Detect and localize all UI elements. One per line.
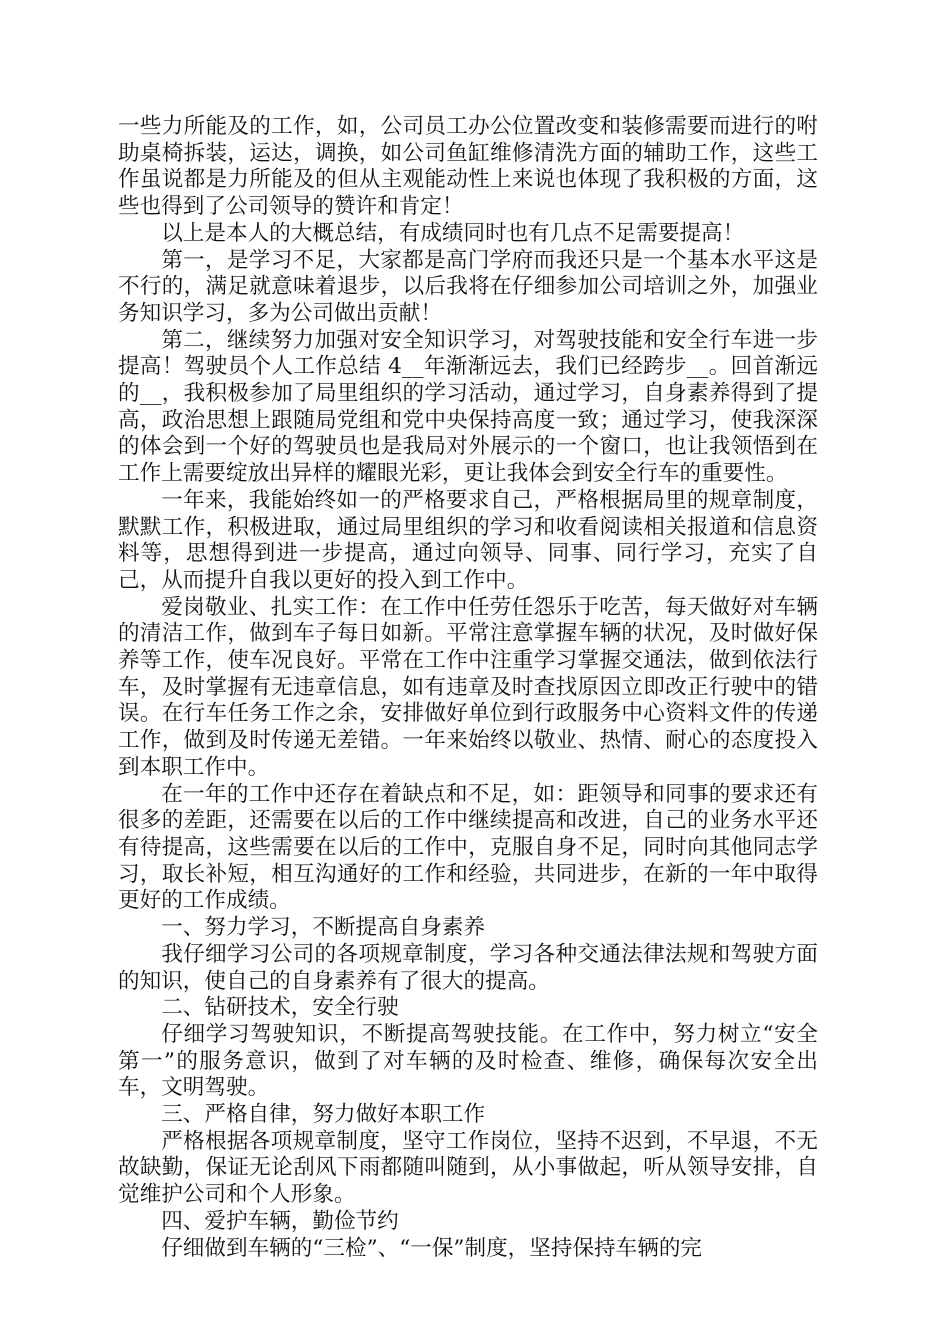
paragraph-first-shortcoming: 第一，是学习不足，大家都是高门学府而我还只是一个基本水平这是不行的，满足就意味着退步，以后我将在仔细参加公司培训之外，加强业务知识学习，多为公司做出贡献！ <box>118 247 818 326</box>
paragraph-dedication: 爱岗敬业、扎实工作：在工作中任劳任怨乐于吃苦，每天做好对车辆的清洁工作，做到车子每日如新。平常注意掌握车辆的状况，及时做好保养等工作，使车况良好。平常在工作中注重学习掌握交通法，做到依法行车，及时掌握有无违章信息，如有违章及时查找原因立即改正行驶中的错误。在行车任务工作之余，安排做好单位到行政服务中心资料文件的传递工作，做到及时传递无差错。一年来始终以敬业、热情、耐心的态度投入到本职工作中。 <box>118 594 818 780</box>
paragraph-second-shortcoming: 第二，继续努力加强对安全知识学习，对驾驶技能和安全行车进一步提高！驾驶员个人工作总结 4__年渐渐远去，我们已经跨步__。回首渐远的__，我积极参加了局里组织的学习活动，通过学习，自身素养得到了提高，政治思想上跟随局党组和党中央保持高度一致；通过学习，使我深深的体会到一个好的驾驶员也是我局对外展示的一个窗口，也让我领悟到在工作上需要绽放出异样的耀眼光彩，更让我体会到安全行车的重要性。 <box>118 327 818 487</box>
section-body-4: 仔细做到车辆的“三检”、“一保”制度，坚持保持车辆的完 <box>161 1235 703 1261</box>
section-body-2: 仔细学习驾驶知识，不断提高驾驶技能。在工作中，努力树立“安全第一”的服务意识，做到了对车辆的及时检查、维修，确保每次安全出车，文明驾驶。 <box>118 1021 818 1101</box>
document-page <box>118 114 818 1262</box>
section-heading-1: 一、努力学习，不断提高自身素养 <box>161 915 486 941</box>
section-heading-2: 二、钻研技术，安全行驶 <box>161 995 399 1021</box>
paragraph-summary-intro: 以上是本人的大概总结，有成绩同时也有几点不足需要提高！ <box>161 220 745 246</box>
paragraph-year-review: 一年来，我能始终如一的严格要求自己，严格根据局里的规章制度，默默工作，积极进取，通过局里组织的学习和收看阅读相关报道和信息资料等，思想得到进一步提高，通过向领导、同事、同行学习，充实了自己，从而提升自我以更好的投入到工作中。 <box>118 487 818 593</box>
section-heading-4: 四、爱护车辆，勤俭节约 <box>161 1208 399 1234</box>
paragraph-continuation: 一些力所能及的工作，如，公司员工办公位置改变和装修需要而进行的咐助桌椅拆装，运达，调换，如公司鱼缸维修清洗方面的辅助工作，这些工作虽说都是力所能及的但从主观能动性上来说也体现了我积极的方面，这些也得到了公司领导的赞许和肯定！ <box>118 114 818 220</box>
section-heading-3: 三、严格自律，努力做好本职工作 <box>161 1102 486 1128</box>
section-body-3: 严格根据各项规章制度，坚守工作岗位，坚持不迟到，不早退，不无故缺勤，保证无论刮风下雨都随叫随到，从小事做起，听从领导安排，自觉维护公司和个人形象。 <box>118 1128 818 1208</box>
section-body-1: 我仔细学习公司的各项规章制度，学习各种交通法律法规和驾驶方面的知识，使自己的自身素养有了很大的提高。 <box>118 941 818 994</box>
paragraph-deficiencies: 在一年的工作中还存在着缺点和不足，如：距领导和同事的要求还有很多的差距，还需要在以后的工作中继续提高和改进，自己的业务水平还有待提高，这些需要在以后的工作中，克服自身不足，同时向其他同志学习，取长补短，相互沟通好的工作和经验，共同进步，在新的一年中取得更好的工作成绩。 <box>118 781 818 914</box>
